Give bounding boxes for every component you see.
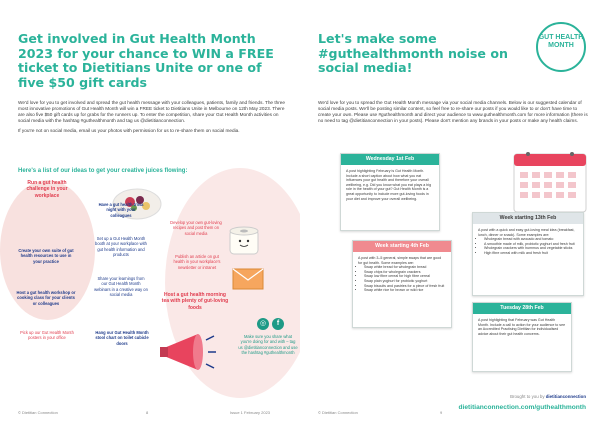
card-1-header: Wednesday 1st Feb [341,154,439,165]
calendar-icon [510,146,594,216]
envelope-icon [232,266,264,290]
brand-prefix: Brought to you by [510,394,545,399]
idea-develop-recipes: Develop your own gut-loving recipes and post them on social media [170,220,222,236]
ideas-list-title: Here's a list of our ideas to get your creative juices flowing: [18,168,188,174]
card-3-list [478,237,578,255]
card-4-header: Tuesday 28th Feb [473,303,571,314]
right-page [300,0,600,424]
email-illustration [232,266,264,290]
toilet-roll-illustration [226,224,262,258]
idea-stool-chart: Hang our Gut Health Month stool chart on toilet cubicle doors [95,330,149,346]
list-item: • Wholegrain bread with avocado and tomato [484,237,578,242]
instagram-icon[interactable]: ◎ [257,318,269,330]
left-page-title: Get involved in Gut Health Month 2023 for your chance to WIN a FREE ticket to Dietitians Unite or one of five $50 gift cards [18,31,274,90]
right-footer-brand: © Dietitian Connection [318,410,358,415]
gut-food-image [110,176,165,226]
card-1-body: A post highlighting February is Gut Health Month. Include a short caption about how what you eat influences your gut health and therefore your overall wellbeing, e.g. Did you know what you eat plays a big role in the health of your gut? Gut Health Month is a great opportunity to include more gut-loving foods in your diet and improve your overall wellbeing. [346,169,432,201]
right-page-title: Let's make some #guthealthmonth noise on social media! [318,31,508,76]
idea-posters: Pick up our Gut Health Month posters in your office [20,330,74,341]
idea-booth: Set up a Gut Health Month booth at your workplace with gut health information and products [95,236,147,258]
idea-run-challenge: Run a gut health challenge in your workplace [26,180,68,199]
card-tuesday-28th-feb [472,302,572,372]
idea-share-learnings: Share your learnings from our Gut Health Month webinars in a creative way on social media [94,276,148,298]
calendar-illustration [510,146,594,216]
card-4-body: A post highlighting that February was Gut Health Month. Include a call to action for your audience to see an Accredited Practising Dietitian for individualised advice about their gut health concerns. [478,318,566,336]
list-item: • A smoothie made of milk, probiotic yoghurt and fresh fruit [484,242,578,247]
intro-paragraph-2: If you're not on social media, email us your photos with permission for us to re-share them on social media. [18,128,240,133]
gut-health-month-badge: GUT HEALTH MONTH [536,22,586,72]
card-2-lead: A post with 3–5 general, simple swaps that are good for gut health. Some examples are: [358,256,442,265]
left-footer-brand: © Dietitian Connection [18,410,58,415]
card-2-header: Week starting 4th Feb [353,241,451,252]
idea-create-resources: Create your own suite of gut health resources to use in your practice [18,248,74,264]
facebook-icon[interactable]: f [272,318,284,330]
card-3-body [473,224,583,260]
left-issue: Issue 1 February 2023 [230,410,271,415]
idea-trivia-night: Have a gut health trivia night with your colleagues [98,202,144,218]
idea-publish-article: Publish an article on gut health in your workplace's newsletter or intranet [173,254,221,270]
card-3-lead: A post with a quick and easy gut-loving meal idea (breakfast, lunch, dinner or snack). Some examples are: [478,228,575,237]
card-3-header: Week starting 13th Feb [473,213,583,224]
brand-logo-text: dietitianconnection [545,394,586,399]
list-item: • Swap chips for wholegrain crackers [364,270,446,275]
card-week-4th-feb [352,240,452,328]
list-item: • Swap low fibre cereal for high fibre cereal [364,274,446,279]
idea-workshop: Host a gut health workshop or cooking class for your clients or colleagues [16,290,76,306]
megaphone-icon [158,330,218,374]
list-item: • Swap plain yoghurt for probiotic yoghurt [364,279,446,284]
brought-to-you-by [510,394,586,399]
card-week-13th-feb [472,212,584,296]
list-item: • Swap biscuits and pastries for a piece of fresh fruit [364,284,446,289]
right-intro: We'd love for you to spread the Gut Health Month message via your social media channels. Below is our suggested calendar of social media posts. We'll be posting similar content, so feel free to re-share our posts if you would like to or don't have time to create your own. Please use #guthealthmonth and direct your audience to www.guthealthmonth.com for more information (there is no need to tag @dietitianconnection in your posts). Please don't mention any brands in your posts or make any health claims. [318,100,588,123]
list-item: • Swap white bread for wholegrain bread [364,265,446,270]
megaphone-illustration [158,330,218,374]
social-share-note: Make sure you share what you're doing for and with – tag us @dietitianconnection and use the hashtag #guthealthmonth [238,334,298,356]
list-item: • Wholegrain crackers with hummus and vegetable sticks [484,246,578,251]
list-item: • Swap white rice for brown or wild rice [364,288,446,293]
card-2-body [353,252,451,297]
intro-paragraph-1: We'd love for you to get involved and spread the gut health message with your colleagues, patients, family and friends. The three most innovative promotions of Gut Health Month will win a FREE ticket to Dietitians Unite in Melbourne on 12th May 2023. There are also five $50 gift cards up for grabs for the runners up. To enter the competition, share your Gut Health Month activities on social media with the hashtag #guthealthmonth and tag us @dietitianconnection. [18,100,286,123]
left-page-number: 8 [146,410,149,415]
right-page-number: 9 [440,410,443,415]
list-item: • High fibre cereal with milk and fresh fruit [484,251,578,256]
idea-morning-tea: Host a gut health morning tea with plenty of gut-loving foods [161,292,229,311]
food-bowl-illustration [110,176,165,226]
card-wednesday-1st-feb [340,153,440,231]
website-link[interactable]: dietitianconnection.com/guthealthmonth [458,404,586,411]
left-intro [18,100,288,138]
toilet-roll-icon [226,224,262,258]
card-2-list [358,265,446,293]
